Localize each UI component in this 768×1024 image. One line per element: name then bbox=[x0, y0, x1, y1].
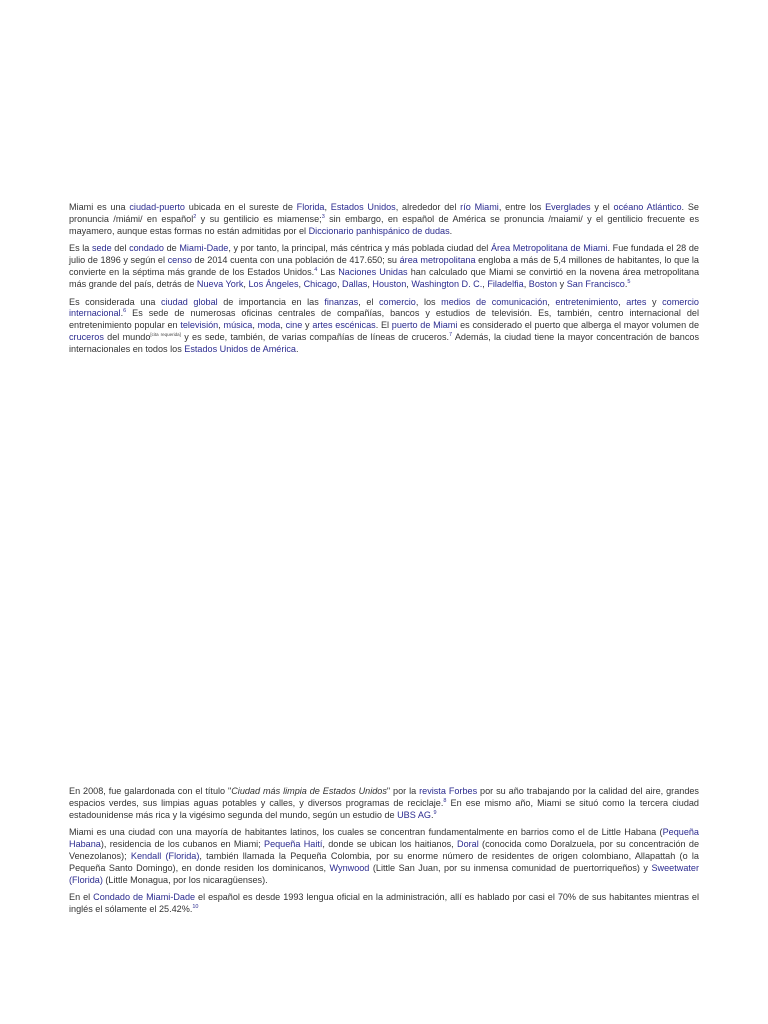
text: Es la bbox=[69, 243, 92, 254]
link-moda[interactable]: moda bbox=[257, 320, 281, 331]
article-top bbox=[69, 202, 699, 362]
link-entretenimiento[interactable]: entretenimiento bbox=[555, 296, 619, 307]
link-los-angeles[interactable]: Los Ángeles bbox=[248, 278, 299, 289]
text: (conocida como Doralzuela, por su concentración de Venezolanos); bbox=[69, 839, 700, 861]
text: han calculado que Miami se convirtió en la novena área metropolitana más grande del país, detrás de bbox=[69, 266, 700, 289]
link-comercio[interactable]: comercio bbox=[378, 296, 416, 307]
text: , bbox=[218, 320, 224, 331]
text: y su gentilicio es miamense; bbox=[196, 213, 322, 224]
link-puerto-de-miami[interactable]: puerto de Miami bbox=[391, 320, 458, 331]
link-washington-dc[interactable]: Washington D. C. bbox=[411, 278, 483, 289]
link-artes[interactable]: artes bbox=[626, 296, 647, 307]
text: , bbox=[324, 202, 331, 212]
link-finanzas[interactable]: finanzas bbox=[324, 296, 359, 307]
text: Además, la ciudad tiene la mayor concentración de bancos internacionales en todos los bbox=[69, 331, 699, 354]
article-bottom bbox=[69, 786, 699, 922]
text: Es sede de numerosas oficinas centrales de compañías, bancos y estudios de televisión. Es, también, centro internacional del entretenimiento popular en bbox=[69, 308, 699, 331]
text: . Fue fundada el 28 de julio de 1896 y según el bbox=[69, 243, 699, 266]
text: . bbox=[295, 343, 299, 354]
link-doral[interactable]: Doral bbox=[457, 839, 479, 850]
link-area-metropolitana-miami[interactable]: Área Metropolitana de Miami bbox=[490, 243, 608, 254]
text: del mundo bbox=[103, 331, 151, 342]
text: y el bbox=[590, 202, 614, 212]
reference-link[interactable]: 8 bbox=[443, 797, 447, 804]
text: por su año trabajando por la calidad del aire, grandes espacios verdes, sus limpias aguas potables y calles, y diversos programas de reciclaje. bbox=[69, 786, 699, 808]
text: , bbox=[298, 278, 304, 289]
text: y bbox=[557, 278, 567, 289]
text: , bbox=[252, 320, 258, 331]
link-cruceros[interactable]: cruceros bbox=[69, 331, 104, 342]
text: , bbox=[482, 278, 488, 289]
text: , bbox=[618, 296, 627, 307]
link-pequena-haiti[interactable]: Pequeña Haití bbox=[264, 839, 323, 850]
link-ciudad-global[interactable]: ciudad global bbox=[161, 296, 218, 307]
text: , alrededor del bbox=[395, 202, 461, 212]
text: , entre los bbox=[498, 202, 546, 212]
link-comercio-internacional[interactable]: comercio internacional bbox=[69, 296, 699, 319]
paragraph-sede bbox=[69, 243, 699, 290]
link-chicago[interactable]: Chicago bbox=[303, 278, 337, 289]
text: ), residencia de los cubanos en Miami; bbox=[100, 839, 264, 850]
link-television[interactable]: televisión bbox=[180, 320, 219, 331]
text: , bbox=[243, 278, 249, 289]
link-florida[interactable]: Florida bbox=[296, 202, 325, 212]
text: . El bbox=[375, 320, 392, 331]
text: de importancia en las bbox=[217, 296, 325, 307]
link-musica[interactable]: música bbox=[223, 320, 253, 331]
link-san-francisco[interactable]: San Francisco bbox=[566, 278, 625, 289]
text: sin embargo, en español de América se pronuncia /maiami/ y el gentilicio frecuente es mayamero, aunque estas formas no están admitidas por el bbox=[69, 213, 700, 236]
text: (Little San Juan, por su inmensa comunidad de puertorriqueños) y bbox=[369, 862, 652, 873]
text: de 2014 cuenta con una población de 417.650; su bbox=[191, 255, 400, 266]
text: , bbox=[336, 278, 343, 289]
link-ciudad-puerto[interactable]: ciudad-puerto bbox=[129, 202, 185, 212]
text: . bbox=[430, 809, 434, 820]
text: de bbox=[163, 243, 180, 254]
text: . Se pronuncia /miámi/ en español bbox=[69, 202, 699, 224]
reference-link[interactable]: 7 bbox=[449, 331, 453, 338]
reference-link[interactable]: 6 bbox=[123, 308, 127, 315]
paragraph-ciudad-global bbox=[69, 297, 699, 356]
text: y bbox=[302, 320, 313, 331]
link-boston[interactable]: Boston bbox=[528, 278, 558, 289]
link-area-metropolitana[interactable]: área metropolitana bbox=[399, 255, 476, 266]
reference-link[interactable]: 4 bbox=[314, 266, 318, 273]
text: , bbox=[367, 278, 373, 289]
paragraph-idioma bbox=[69, 892, 699, 916]
link-condado[interactable]: condado bbox=[129, 243, 164, 254]
text: es considerado el puerto que alberga el mayor volumen de bbox=[457, 320, 700, 331]
link-estados-unidos-de-america[interactable]: Estados Unidos de América bbox=[184, 343, 296, 354]
text: ubicada en el sureste de bbox=[185, 202, 297, 212]
text: , bbox=[523, 278, 529, 289]
link-rio-miami[interactable]: río Miami bbox=[460, 202, 499, 212]
text: y bbox=[646, 296, 663, 307]
link-condado-miami-dade[interactable]: Condado de Miami-Dade bbox=[93, 892, 196, 903]
text: Miami es una bbox=[69, 202, 130, 212]
link-filadelfia[interactable]: Filadelfia bbox=[487, 278, 524, 289]
link-everglades[interactable]: Everglades bbox=[545, 202, 591, 212]
text: , bbox=[547, 296, 556, 307]
reference-link[interactable]: 10 bbox=[192, 904, 199, 911]
reference-link[interactable]: 2 bbox=[193, 213, 197, 220]
paragraph-intro bbox=[69, 202, 699, 237]
text: (Little Monagua, por los nicaragüenses). bbox=[102, 874, 268, 885]
text: , los bbox=[415, 296, 442, 307]
text: , el bbox=[358, 296, 379, 307]
link-medios-de-comunicacion[interactable]: medios de comunicación bbox=[441, 296, 548, 307]
text: En ese mismo año, Miami se situó como la tercera ciudad estadounidense más rica y la vigésimo segunda del mundo, según un estudio de bbox=[69, 797, 699, 820]
reference-link[interactable]: 5 bbox=[627, 278, 631, 285]
link-wynwood[interactable]: Wynwood bbox=[329, 862, 370, 873]
link-pequena-habana[interactable]: Pequeña Habana bbox=[69, 827, 699, 850]
text: En el bbox=[69, 892, 94, 903]
text: , bbox=[406, 278, 412, 289]
link-houston[interactable]: Houston bbox=[372, 278, 407, 289]
link-censo[interactable]: censo bbox=[167, 255, 192, 266]
text: . bbox=[120, 308, 124, 319]
text: . bbox=[449, 225, 453, 236]
text: Las bbox=[317, 266, 339, 277]
text: " por la bbox=[386, 786, 420, 796]
reference-link[interactable]: 3 bbox=[321, 213, 325, 220]
link-cine[interactable]: cine bbox=[285, 320, 303, 331]
link-diccionario-panhispanico[interactable]: Diccionario panhispánico de dudas bbox=[308, 225, 450, 236]
reference-link[interactable]: 9 bbox=[433, 809, 437, 816]
paragraph-forbes bbox=[69, 786, 699, 821]
text: Es considerada una bbox=[69, 296, 162, 307]
text: y es sede, también, de varias compañías de líneas de cruceros. bbox=[180, 331, 450, 342]
link-miami-dade[interactable]: Miami-Dade bbox=[179, 243, 229, 254]
award-title: Ciudad más limpia de Estados Unidos bbox=[231, 786, 387, 796]
link-oceano-atlantico[interactable]: océano Atlántico bbox=[613, 202, 682, 212]
link-dallas[interactable]: Dallas bbox=[342, 278, 368, 289]
text: del bbox=[111, 243, 130, 254]
citation-needed[interactable]: [cita requerida] bbox=[150, 331, 181, 337]
text: En 2008, fue galardonada con el título " bbox=[69, 786, 232, 796]
text: , también llamada la Pequeña Colombia, por su enorme número de residentes de origen colombiano, Allapattah (o la Pequeña Santo Domingo), en donde residen los dominicanos, bbox=[69, 850, 699, 873]
link-sweetwater[interactable]: Sweetwater (Florida) bbox=[69, 862, 699, 885]
text: el español es desde 1993 lengua oficial en la administración, allí es hablado por casi el 70% de sus habitantes mientras el inglés el sólamente el 25.42%. bbox=[69, 892, 699, 915]
link-ubs-ag[interactable]: UBS AG bbox=[397, 809, 431, 820]
link-sede[interactable]: sede bbox=[91, 243, 112, 254]
text: engloba a más de 5,4 millones de habitantes, lo que la convierte en la séptima más grande de los Estados Unidos. bbox=[69, 255, 699, 277]
paragraph-barrios bbox=[69, 827, 699, 886]
text: , donde se ubican los haitianos, bbox=[322, 839, 458, 850]
text: , bbox=[280, 320, 286, 331]
link-naciones-unidas[interactable]: Naciones Unidas bbox=[338, 266, 408, 277]
link-revista-forbes[interactable]: revista Forbes bbox=[419, 786, 478, 796]
link-kendall[interactable]: Kendall (Florida) bbox=[130, 850, 200, 861]
link-artes-escenicas[interactable]: artes escénicas bbox=[312, 320, 376, 331]
text: , y por tanto, la principal, más céntrica y más poblada ciudad del bbox=[228, 243, 491, 254]
text: Miami es una ciudad con una mayoría de habitantes latinos, los cuales se concentran fundamentalmente en barrios como el de Little Habana ( bbox=[69, 827, 663, 838]
link-nueva-york[interactable]: Nueva York bbox=[196, 278, 244, 289]
link-estados-unidos[interactable]: Estados Unidos bbox=[330, 202, 396, 212]
text: . bbox=[624, 278, 628, 289]
